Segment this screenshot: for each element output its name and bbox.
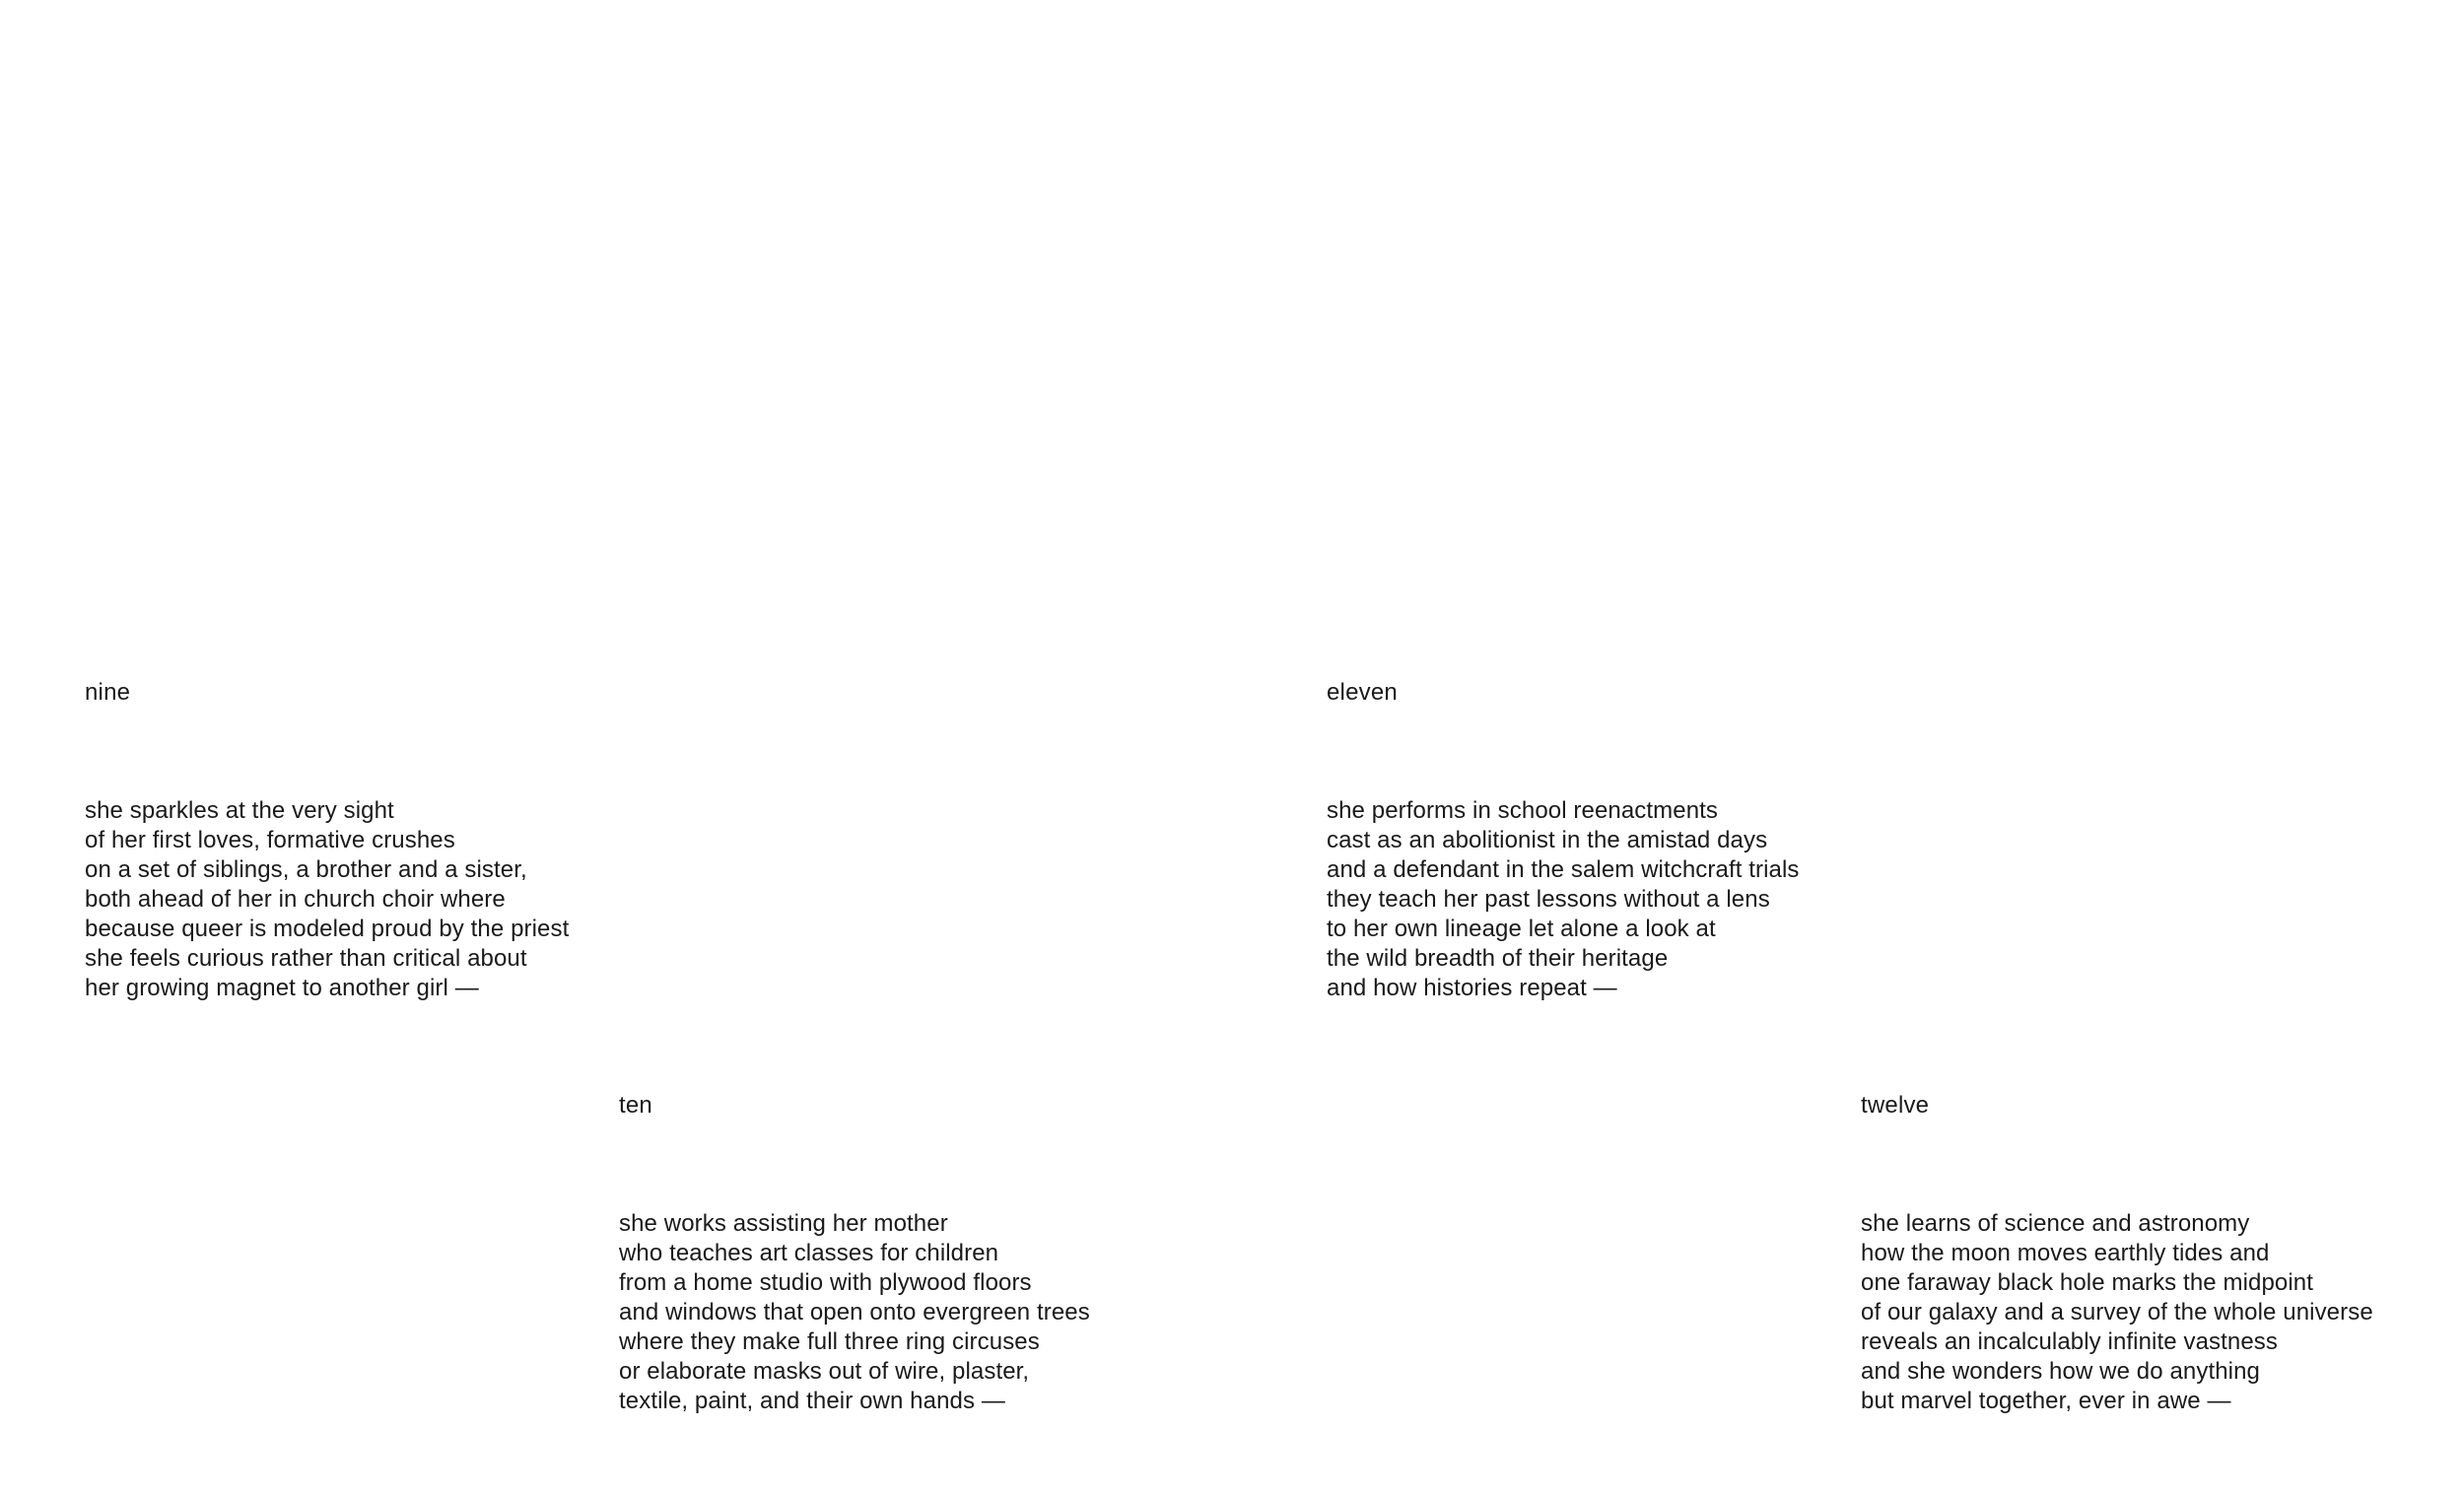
poem-line: on a set of siblings, a brother and a sister, xyxy=(85,856,527,883)
section-title: twelve xyxy=(1861,1092,1930,1119)
section-title: nine xyxy=(85,679,131,706)
poem-line: and a defendant in the salem witchcraft trials xyxy=(1327,856,1800,883)
poem-line: and she wonders how we do anything xyxy=(1861,1358,2261,1385)
poem-line: and how histories repeat — xyxy=(1327,975,1617,1001)
poem-text xyxy=(85,796,569,1003)
poem-line: one faraway black hole marks the midpoint xyxy=(1861,1269,2313,1296)
poem-line: but marvel together, ever in awe — xyxy=(1861,1388,2231,1414)
poem-line: or elaborate masks out of wire, plaster, xyxy=(619,1358,1030,1385)
poem-line: she learns of science and astronomy xyxy=(1861,1210,2250,1237)
poem-line: who teaches art classes for children xyxy=(619,1240,999,1266)
poem-line: from a home studio with plywood floors xyxy=(619,1269,1032,1296)
poem-section-ten xyxy=(619,1091,1090,1416)
section-title: ten xyxy=(619,1092,652,1119)
poem-text xyxy=(1327,796,1800,1003)
poem-section-eleven xyxy=(1327,678,1800,1003)
poem-section-nine xyxy=(85,678,569,1003)
poem-text xyxy=(619,1209,1090,1416)
poem-line: how the moon moves earthly tides and xyxy=(1861,1240,2270,1266)
poem-line: because queer is modeled proud by the priest xyxy=(85,916,570,942)
poem-line: where they make full three ring circuses xyxy=(619,1328,1040,1355)
poem-text xyxy=(1861,1209,2373,1416)
section-title: eleven xyxy=(1327,679,1398,706)
poem-line: and windows that open onto evergreen trees xyxy=(619,1299,1090,1326)
poem-line: to her own lineage let alone a look at xyxy=(1327,916,1716,942)
poem-line: she performs in school reenactments xyxy=(1327,797,1719,824)
poem-line: of our galaxy and a survey of the whole universe xyxy=(1861,1299,2373,1326)
poem-line: reveals an incalculably infinite vastness xyxy=(1861,1328,2278,1355)
poem-line: they teach her past lessons without a lens xyxy=(1327,886,1770,913)
poem-section-twelve xyxy=(1861,1091,2373,1416)
poem-line: she sparkles at the very sight xyxy=(85,797,394,824)
poem-line: she works assisting her mother xyxy=(619,1210,948,1237)
poem-line: her growing magnet to another girl — xyxy=(85,975,479,1001)
poem-line: cast as an abolitionist in the amistad days xyxy=(1327,827,1768,853)
poem-line: of her first loves, formative crushes xyxy=(85,827,455,853)
poem-line: she feels curious rather than critical about xyxy=(85,945,527,972)
poem-line: both ahead of her in church choir where xyxy=(85,886,506,913)
poem-line: textile, paint, and their own hands — xyxy=(619,1388,1005,1414)
poem-line: the wild breadth of their heritage xyxy=(1327,945,1669,972)
